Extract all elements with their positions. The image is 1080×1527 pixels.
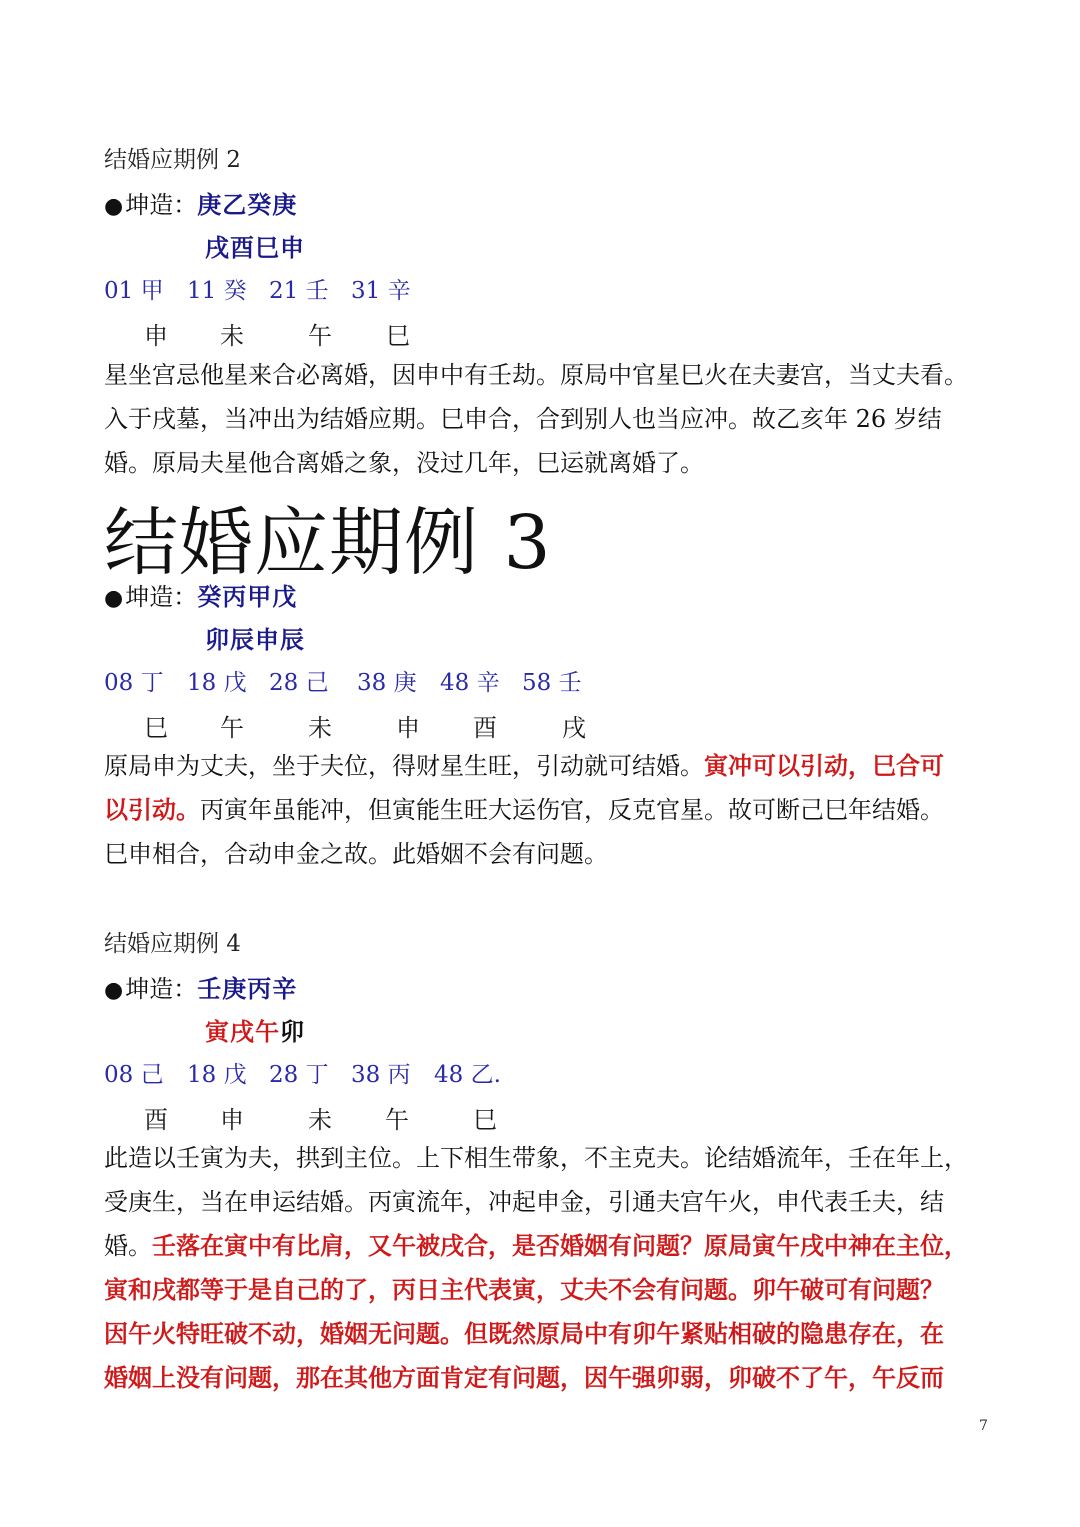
bullet-icon: ● xyxy=(104,978,124,1003)
example3-title: 结婚应期例 3 xyxy=(104,500,552,586)
dayun-stem: 28 己 xyxy=(269,670,329,696)
dayun-stem: 21 壬 xyxy=(269,278,329,304)
dayun-stem: 18 戊 xyxy=(187,670,247,696)
dayun-branch: 巳 xyxy=(473,1106,497,1134)
dayun-stem: 11 癸 xyxy=(187,278,247,304)
analysis-highlight: 壬落在寅中有比肩，又午被戌合，是否婚姻有问题？原局寅午戌中神在主位， xyxy=(152,1231,968,1260)
analysis-line xyxy=(104,788,988,832)
example3-chart-line xyxy=(104,577,297,612)
dayun-branch: 未 xyxy=(220,322,244,350)
analysis-line xyxy=(104,744,988,788)
branches-pillar: 卯辰申辰 xyxy=(205,625,305,654)
stems-pillar: 癸丙甲戊 xyxy=(197,582,298,611)
dayun-branches-row xyxy=(104,708,1004,742)
analysis-highlight: 以引动。 xyxy=(104,795,200,824)
branches-plain: 卯 xyxy=(280,1017,305,1046)
analysis-highlight: 寅冲可以引动，巳合可 xyxy=(704,751,944,780)
dayun-stem: 38 庚 xyxy=(357,670,417,696)
dayun-branch: 午 xyxy=(385,1106,409,1134)
analysis-line: 入于戌墓，当冲出为结婚应期。巳申合，合到别人也当应冲。故乙亥年 26 岁结 xyxy=(104,405,942,433)
example4-title: 结婚应期例 4 xyxy=(104,931,241,957)
chart-label: 坤造： xyxy=(125,191,198,219)
dayun-stems-row xyxy=(104,664,1004,694)
analysis-text: 原局申为丈夫，坐于夫位，得财星生旺，引动就可结婚。 xyxy=(104,752,704,780)
dayun-stems-row xyxy=(104,1056,1004,1086)
page-number: 7 xyxy=(979,1418,988,1434)
analysis-highlight: 寅和戌都等于是自己的了，丙日主代表寅，丈夫不会有问题。卯午破可有问题？ xyxy=(104,1275,944,1304)
analysis-highlight: 因午火特旺破不动，婚姻无问题。但既然原局中有卯午紧贴相破的隐患存在，在 xyxy=(104,1319,944,1348)
example2-chart-line xyxy=(104,185,297,220)
dayun-branch: 申 xyxy=(144,322,168,350)
dayun-branch: 巳 xyxy=(144,714,168,742)
dayun-branch: 戌 xyxy=(562,714,586,742)
dayun-stem: 08 丁 xyxy=(104,670,164,696)
dayun-stem: 28 丁 xyxy=(269,1062,329,1088)
dayun-stem: 58 壬 xyxy=(522,670,582,696)
dayun-branch: 酉 xyxy=(473,714,497,742)
branches-pillar xyxy=(205,1012,305,1047)
dayun-stem: 48 辛 xyxy=(440,670,500,696)
example2-title: 结婚应期例 2 xyxy=(104,147,241,173)
analysis-text: 婚。 xyxy=(104,1232,152,1260)
analysis-line: 巳申相合，合动申金之故。此婚姻不会有问题。 xyxy=(104,840,608,868)
dayun-stems-row xyxy=(104,272,1004,302)
dayun-branch: 午 xyxy=(220,714,244,742)
dayun-branch: 未 xyxy=(308,714,332,742)
dayun-branch: 未 xyxy=(308,1106,332,1134)
bullet-icon: ● xyxy=(104,586,124,611)
dayun-branch: 酉 xyxy=(144,1106,168,1134)
dayun-stem: 01 甲 xyxy=(104,278,164,304)
stems-pillar: 壬庚丙辛 xyxy=(197,974,298,1003)
dayun-stem: 18 戊 xyxy=(187,1062,247,1088)
dayun-branches-row xyxy=(104,1100,1004,1134)
dayun-stem: 31 辛 xyxy=(351,278,411,304)
dayun-branch: 申 xyxy=(220,1106,244,1134)
dayun-stem: 48 乙. xyxy=(434,1062,501,1088)
stems-pillar: 庚乙癸庚 xyxy=(197,190,298,219)
branches-highlight: 寅戌午 xyxy=(205,1017,280,1046)
bullet-icon: ● xyxy=(104,194,124,219)
dayun-stem: 08 己 xyxy=(104,1062,164,1088)
analysis-line: 受庚生，当在申运结婚。丙寅流年，冲起申金，引通夫宫午火，申代表壬夫，结 xyxy=(104,1188,944,1216)
dayun-branch: 午 xyxy=(308,322,332,350)
analysis-line xyxy=(104,1224,988,1268)
example4-chart-line xyxy=(104,969,297,1004)
dayun-branch: 巳 xyxy=(386,322,410,350)
analysis-highlight: 婚姻上没有问题，那在其他方面肯定有问题，因午强卯弱，卯破不了午，午反而 xyxy=(104,1363,944,1392)
analysis-line: 婚。原局夫星他合离婚之象，没过几年，巳运就离婚了。 xyxy=(104,449,704,477)
dayun-branch: 申 xyxy=(396,714,420,742)
branches-pillar: 戌酉巳申 xyxy=(205,233,305,262)
analysis-line: 星坐宫忌他星来合必离婚，因申中有壬劫。原局中官星巳火在夫妻宫，当丈夫看。 xyxy=(104,361,968,389)
chart-label: 坤造： xyxy=(125,975,198,1003)
chart-label: 坤造： xyxy=(125,583,198,611)
analysis-line: 此造以壬寅为夫，拱到主位。上下相生带象，不主克夫。论结婚流年，壬在年上， xyxy=(104,1144,968,1172)
example3-analysis xyxy=(104,744,988,876)
analysis-text: 丙寅年虽能冲，但寅能生旺大运伤官，反克官星。故可断己巳年结婚。 xyxy=(200,796,944,824)
example4-analysis xyxy=(104,1136,988,1400)
dayun-stem: 38 丙 xyxy=(351,1062,411,1088)
example2-analysis xyxy=(104,353,988,485)
dayun-branches-row xyxy=(104,316,1004,350)
